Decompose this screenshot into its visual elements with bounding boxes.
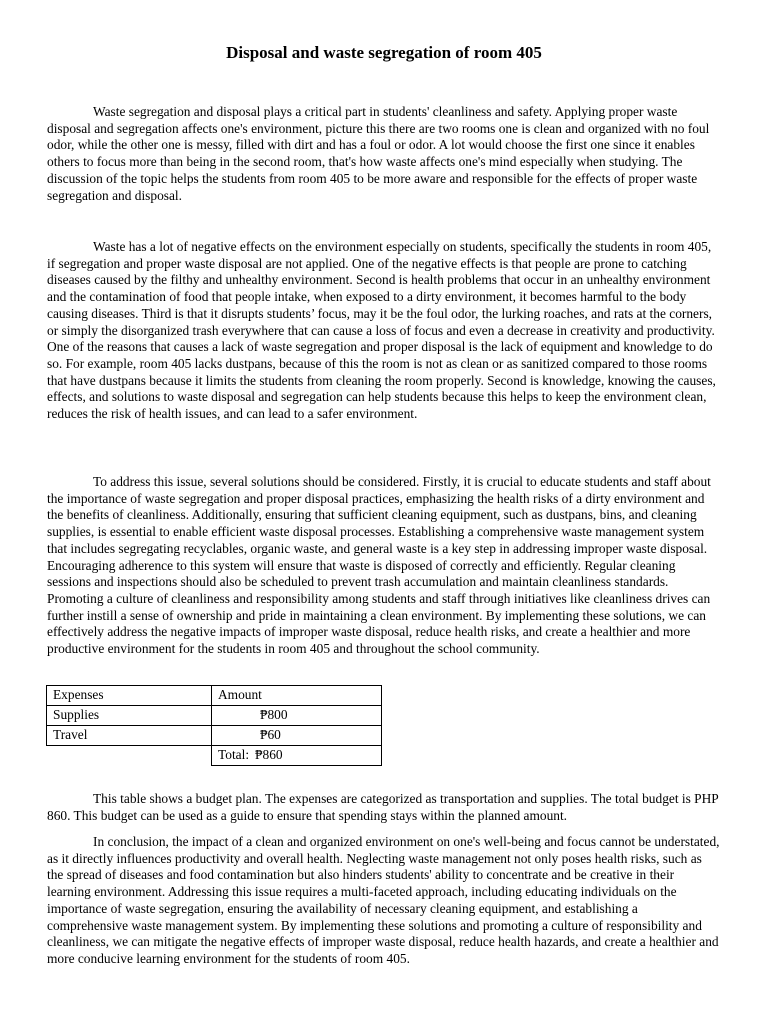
expense-cell: Supplies [47,706,212,726]
amount-cell: ₱800 [212,706,382,726]
amount-cell: ₱60 [212,726,382,746]
expense-cell: Travel [47,726,212,746]
header-amount: Amount [212,686,382,706]
table-total-row [47,746,382,766]
table-row [47,726,382,746]
paragraph-budget: This table shows a budget plan. The expenses are categorized as transportation and supplies. The total budget is PHP 860. This budget can be used as a guide to ensure that spending stays within the planned amount. [47,791,719,823]
paragraph-negative-effects: Waste has a lot of negative effects on the environment especially on students, specifically the students in room 405, if segregation and proper waste disposal are not applied. One of the negative effects is that people are prone to catching diseases caused by the filthy and unhealthy environment. Second is health problems that occur in an unhealthy environment and the contamination of food that people intake, when exposed to a dirty environment, it becomes harmful to the body causing diseases. Third is that it disrupts students’ focus, may it be the foul odor, the lurking roaches, and rats at the corners, or simply the disorganized trash everywhere that can cause a loss of focus and even a decrease in creativity and productivity. One of the reasons that causes a lack of waste segregation and proper disposal is the lack of equipment and knowledge to do so. For example, room 405 lacks dustpans, because of this the room is not as clean or as sanitized compared to those rooms that have dustpans because it limits the students from cleaning the room properly. Second is knowledge, knowing the causes, effects, and solutions to waste disposal and segregation can help students because this helps to keep the environment clean, reduces the risk of health issues, and can lead to a safer environment. [47,239,716,422]
total-amount: ₱860 [255,747,283,762]
total-cell [212,746,382,766]
paragraph-solutions: To address this issue, several solutions should be considered. Firstly, it is crucial to educate students and staff about the importance of waste segregation and proper disposal practices, emphasizing the health risks of a dirty environment and the benefits of cleanliness. Additionally, ensuring that sufficient cleaning equipment, such as dustpans, bins, and cleaning supplies, is essential to enable efficient waste disposal processes. Establishing a comprehensive waste management system that includes segregating recyclables, organic waste, and general waste is a key step in addressing improper waste disposal. Encouraging adherence to this system will ensure that waste is disposed of correctly and efficiently. Regular cleaning sessions and inspections should also be scheduled to prevent trash accumulation and maintain cleanliness standards. Promoting a culture of cleanliness and responsibility among students and staff through initiatives like cleanliness drives can further instill a sense of ownership and pride in maintaining a clean environment. By implementing these solutions, we can effectively address the negative impacts of improper waste disposal, reduce health risks, and create a healthier and more productive environment for the students in room 405 and throughout the school community. [47,474,711,657]
paragraph-conclusion: In conclusion, the impact of a clean and organized environment on one's well-being and focus cannot be understated, as it directly influences productivity and overall health. Neglecting waste management not only poses health risks, such as the spread of diseases and food contamination but also hinders students' ability to concentrate and be creative in their learning environment. Addressing this issue requires a multi-faceted approach, including educating individuals on the importance of waste segregation, ensuring the availability of necessary cleaning equipment, and establishing a comprehensive waste management system. By implementing these solutions and promoting a culture of responsibility and cleanliness, we can mitigate the negative effects of improper waste disposal, reduce health hazards, and create a healthier and more conducive learning environment for the students of room 405. [47,834,720,966]
header-expenses: Expenses [47,686,212,706]
paragraph-introduction: Waste segregation and disposal plays a critical part in students' cleanliness and safety. Applying proper waste disposal and segregation affects one's environment, picture this there are two rooms one is clean and organized with no foul odor, while the other one is messy, filled with dirt and has a foul or odor. A lot would choose the first one since it enables others to focus more than being in the second room, that's how waste affects one's mind especially when studying. The discussion of the topic helps the students from room 405 to be more aware and responsible for the effects of proper waste segregation and disposal. [47,104,710,203]
total-label: Total: [218,747,250,762]
budget-table [46,685,382,766]
table-row [47,706,382,726]
table-header-row [47,686,382,706]
empty-cell [47,746,212,766]
document-title: Disposal and waste segregation of room 405 [226,43,542,62]
